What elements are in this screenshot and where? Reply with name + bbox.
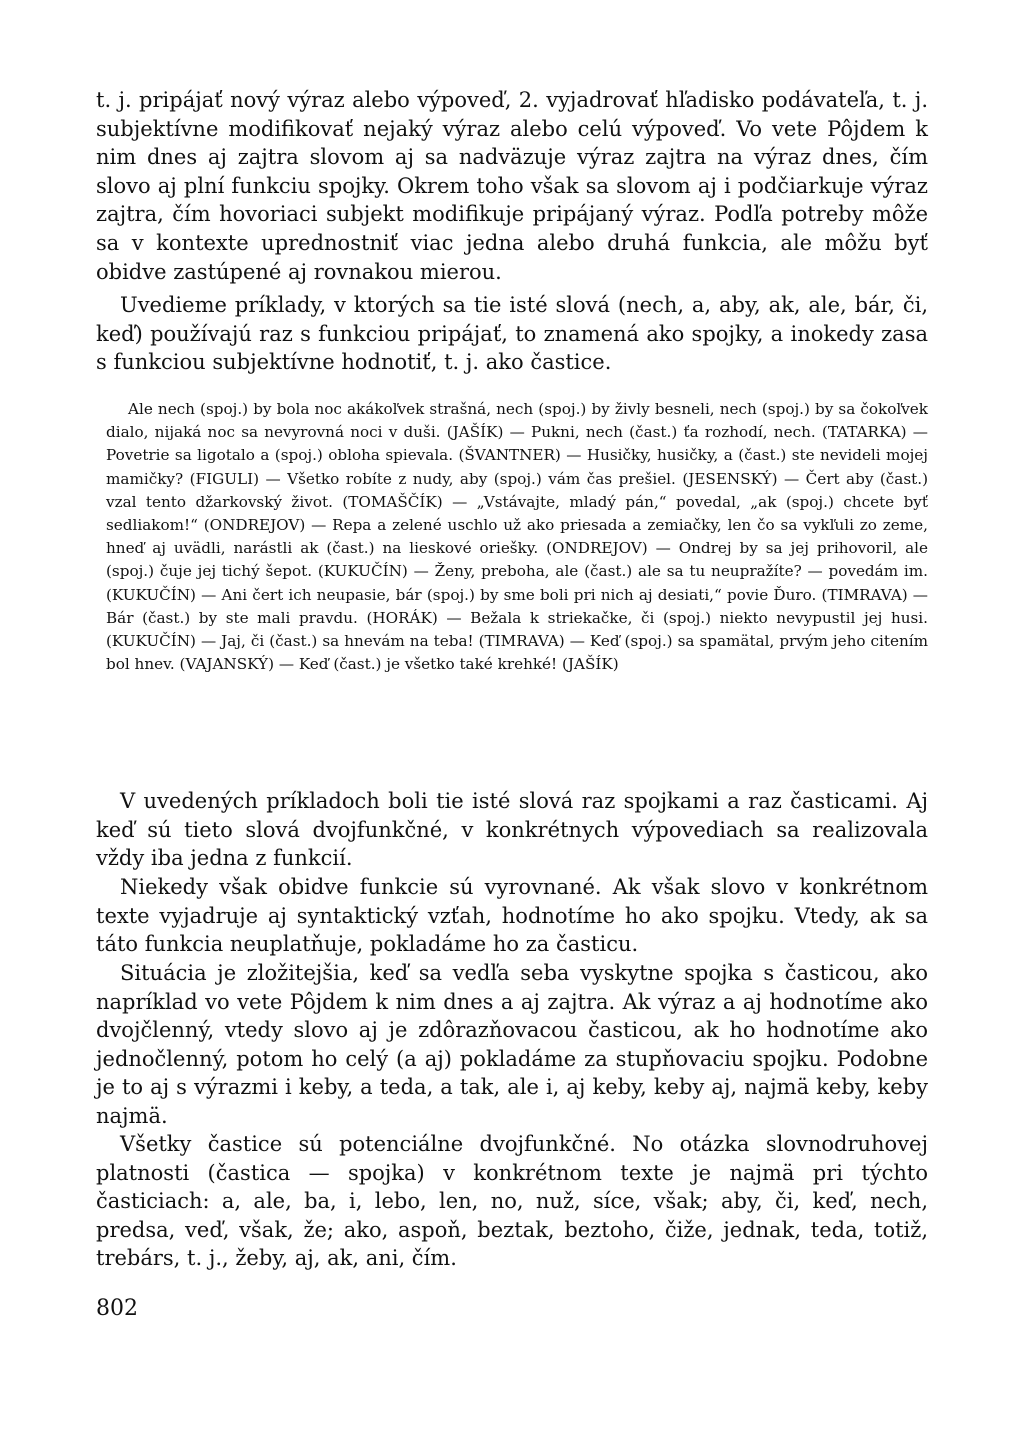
- paragraph-6-text: Všetky častice sú potenciálne dvojfunkčné. No otázka slovnodruhovej platnosti (častica — spojka) v konkrétnom texte je najmä pri týchto časticiach: a, ale, ba, i, lebo, len, no, nuž, síce, však; aby, či, keď, nech, predsa, veď, však, že; ako, aspoň, beztak, beztoho, čiže, jednak, teda, totiž, trebárs, t. j., žeby, aj, ak, ani, čím.: [96, 1132, 928, 1271]
- paragraph-2-text: Uvedieme príklady, v ktorých sa tie isté slová (nech, a, aby, ak, ale, bár, či, keď) používajú raz s funkciou pripájať, to znamená ako spojky, a inokedy zasa s funkciou subjektívne hodnotiť, t. j. ako častice.: [96, 293, 928, 375]
- paragraph-3-text: V uvedených príkladoch boli tie isté slová raz spojkami a raz časticami. Aj keď sú tieto slová dvojfunkčné, v konkrétnych výpovediach sa realizovala vždy iba jedna z funkcií.: [96, 789, 928, 871]
- paragraph-1: t. j. pripájať nový výraz alebo výpoveď, 2. vyjadrovať hľadisko podávateľa, t. j. subjektívne modifikovať nejaký výraz alebo celú výpoveď. Vo vete Pôjdem k nim dnes aj zajtra slovom aj sa nadväzuje výraz zajtra na výraz dnes, čím slovo aj plní funkciu spojky. Okrem toho však sa slovom aj i podčiarkuje výraz zajtra, čím hovoriaci subjekt modifikuje pripájaný výraz. Podľa potreby môže sa v kontexte uprednostniť viac jedna alebo druhá funkcia, ale môžu byť obidve zastúpené aj rovnakou mierou.: [96, 88, 928, 284]
- paragraph-2: [96, 291, 928, 377]
- paragraph-6: [96, 1130, 928, 1273]
- examples-block: [106, 398, 928, 676]
- page-number: 802: [96, 1296, 138, 1321]
- paragraph-4: [96, 873, 928, 959]
- paragraph-5: [96, 959, 928, 1131]
- paragraph-5-text: Situácia je zložitejšia, keď sa vedľa seba vyskytne spojka s časticou, ako napríklad vo vete Pôjdem k nim dnes a aj zajtra. Ak výraz a aj hodnotíme ako dvojčlenný, vtedy slovo aj je zdôrazňovacou časticou, ak ho hodnotíme ako jednočlenný, potom ho celý (a aj) pokladáme za stupňovaciu spojku. Podobne je to aj s výrazmi i keby, a teda, a tak, ale i, aj keby, keby aj, najmä keby, keby najmä.: [96, 961, 928, 1128]
- examples-text: Ale nech (spoj.) by bola noc akákoľvek strašná, nech (spoj.) by živly besneli, nech (spoj.) by sa čokoľvek dialo, nijaká noc sa nevyrovná noci v duši. (JAŠÍK) — Pukni, nech (čast.) ťa rozhodí, nech. (TATARKA) — Povetrie sa ligotalo a (spoj.) obloha spievala. (ŠVANTNER) — Husičky, husičky, a (čast.) ste nevideli mojej mamičky? (FIGULI) — Všetko robíte z nudy, aby (spoj.) vám čas prešiel. (JESENSKÝ) — Čert aby (čast.) vzal tento džarkovský život. (TOMAŠČÍK) — „Vstávajte, mladý pán,“ povedal, „ak (spoj.) chcete byť sedliakom!“ (ONDREJOV) — Repa a zelené uschlo už ako priesada a zemiačky, len čo sa vykľuli zo zeme, hneď aj uvädli, narástli ak (čast.) na lieskové oriešky. (ONDREJOV) — Ondrej by sa jej prihovoril, ale (spoj.) čuje jej tichý šepot. (KUKUČÍN) — Ženy, preboha, ale (čast.) ale sa tu neupražíte? — povedám im. (KUKUČÍN) — Ani čert ich neupasie, bár (spoj.) by sme boli pri nich aj desiati,“ povie Ďuro. (TIMRAVA) — Bár (čast.) by ste mali pravdu. (HORÁK) — Bežala k striekačke, či (spoj.) niekto nevypustil jej husi. (KUKUČÍN) — Jaj, či (čast.) sa hnevám na teba! (TIMRAVA) — Keď (spoj.) sa spamätal, prvým jeho citením bol hnev. (VAJANSKÝ) — Keď (čast.) je všetko také krehké! (JAŠÍK): [106, 400, 928, 674]
- paragraph-3: [96, 787, 928, 873]
- paragraph-4-text: Niekedy však obidve funkcie sú vyrovnané. Ak však slovo v konkrétnom texte vyjadruje aj syntaktický vzťah, hodnotíme ho ako spojku. Vtedy, ak sa táto funkcia neuplatňuje, pokladáme ho za časticu.: [96, 875, 928, 957]
